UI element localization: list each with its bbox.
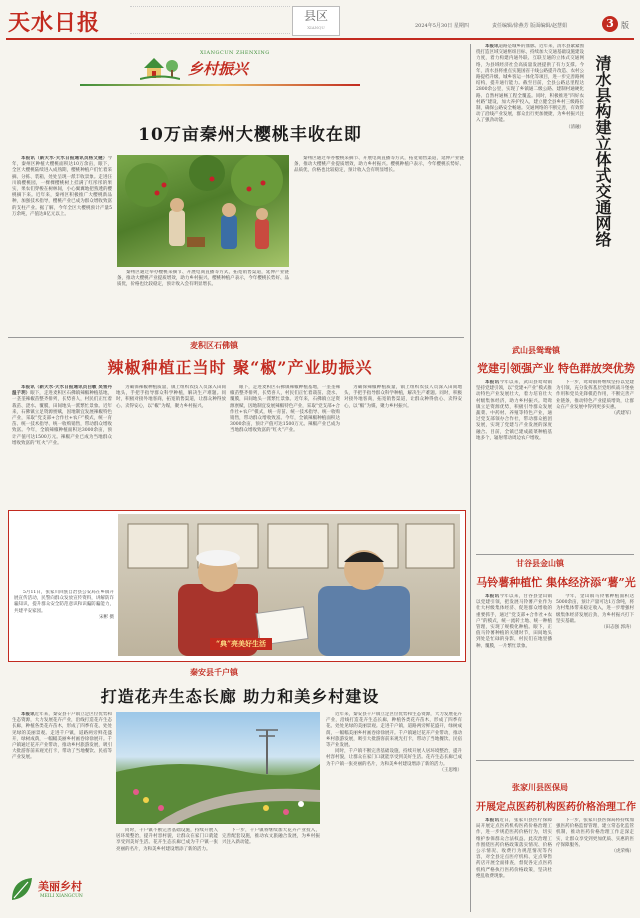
article2-body-col3-text: 眼下，走进麦积区石佛镇辣椒种植基地，一垄垄辣椒苗整齐排列，长势喜人，村民们正忙着栽苗、浇水、覆膜，田间地头一派繁忙景象。近年来，石佛镇立足资源禀赋，因地制宜发展辣椒特色产业，采取“党支部+合作社+农户”模式，统一育苗、统一技术指导、统一收购销售，带动群众增收致富。今年，全镇辣椒种植面积达3000余亩，预计产值可达1500万元。辣椒产业已成为当地群众增收致富的“红火”产业。 (230, 385, 340, 434)
article6-footer: （虎荣梅） (611, 849, 634, 855)
article4-town-label: 甘谷县金山镇 (516, 558, 564, 568)
article1-body-col2 (117, 270, 289, 330)
article5-body-col2 (116, 828, 218, 868)
article6-rule (476, 760, 634, 761)
photo-caption-text: 5月11日，张家川回族自治县公安局在乡镇开展宣传活动，民警向群众发放宣传资料，讲解防诈骗知识，提升群众安全防范意识和识骗防骗能力，共建平安家园。 (14, 590, 114, 614)
section-box (292, 6, 340, 36)
article1-headline: 10万亩秦州大樱桃丰收在即 (138, 125, 362, 145)
article3-body-col1 (476, 380, 552, 540)
article5-body-col4 (326, 712, 462, 912)
masthead-rule (6, 38, 634, 40)
article1-body-col3-text: 秦州区通过举办樱桃采摘节、开展电商直播等方式，拓宽销售渠道，延伸产业链条，推动大樱桃产业提质增效，助力乡村振兴。樱桃种植户表示，今年樱桃长势好、品质优，价格也比较稳定，预计收入会有明显增长。 (294, 156, 464, 174)
article3-headline: 党建引领强产业 特色群放突优势 (477, 362, 635, 375)
sidebar-footer: （清融） (566, 124, 584, 130)
cherry-orchard-photo (117, 155, 289, 267)
article1-body-col1 (12, 156, 112, 286)
photo-tag-text: “典”亮美好生活 (216, 639, 267, 648)
article5-footer: （王思维） (439, 767, 462, 773)
masthead (0, 0, 640, 40)
page-suffix: 版 (621, 21, 629, 30)
article3-town-label: 武山县鸳鸯镇 (512, 345, 560, 355)
article5-body-col4-text: 近年来，秦安县千户镇立足区位优势和生态资源，大力发展花卉产业，沿线打造花卉生态长廊，种植各类花卉苗木，形成了四季有花、处处见绿的美丽景观。走进千户镇，道路两旁鲜花盛开，绿树成荫，一幅幅美丽乡村画卷徐徐展开。千户镇通过花卉产业带动，推动乡村旅游发展，吸引大批游客前来观光打卡，带动了当地餐饮、民宿等产业发展。 (326, 712, 462, 749)
date-line: 2024年5月30日 星期四 (415, 23, 469, 29)
photo-caption (14, 590, 114, 652)
article3-body-col2 (556, 380, 634, 540)
article2-body-col2 (116, 385, 226, 507)
article5-headline: 打造花卉生态长廊 助力和美乡村建设 (100, 687, 380, 706)
article2-body-col1 (12, 385, 112, 507)
article4-body-col1 (476, 594, 552, 744)
article5-body2: 同时，千户镇不断完善基础设施，持续开展人居环境整治，提升村容村貌，让群众在家门口就能享受到美好生活。花卉生态长廊已成为千户镇一张亮丽的名片，为和美乡村建设增添了新的活力。 (116, 828, 218, 852)
sidebar-body (476, 44, 584, 334)
article1-body-col3 (294, 156, 464, 326)
article5-body3: 下一步，千户镇将继续加大花卉产业投入，完善配套设施，推动农文旅融合发展，为乡村振兴注入新动能。 (222, 828, 320, 846)
article4-body-col2 (556, 594, 634, 744)
article1-body2: 秦州区通过举办樱桃采摘节、开展电商直播等方式，拓宽销售渠道，延伸产业链条，推动大樱桃产业提质增效，助力乡村振兴。樱桃种植户表示，今年樱桃长势好、品质优，价格也比较稳定，预计收入会有明显增长。 (117, 270, 289, 288)
article5-body-col4-text2: 同时，千户镇不断完善基础设施，持续开展人居环境整治，提升村容村貌，让群众在家门口就能享受到美好生活。花卉生态长廊已成为千户镇一张亮丽的名片，为和美乡村建设增添了新的活力。 (326, 749, 462, 767)
article1-byline: 本报讯（新天水·天水日报通讯员杨文健） (21, 156, 108, 161)
article2-body-col4 (344, 385, 462, 507)
banner-title: 乡村振兴 (188, 60, 249, 78)
newspaper-logo: 天水日报 (8, 10, 101, 36)
police-outreach-photo (118, 514, 460, 656)
banner-pinyin: XIANGCUN ZHENXING (200, 50, 270, 56)
sidebar-headline (590, 55, 612, 247)
article4-headline: 马铃薯种植忙 集体经济添“薯”光 (476, 576, 636, 589)
footer-logo (8, 872, 118, 912)
sidebar-byline: 本报讯 (485, 44, 499, 49)
photo-tag (210, 638, 272, 650)
article4-byline: 本报讯 (485, 594, 500, 599)
article6-body-col1 (476, 818, 552, 912)
footer-logo-pinyin: MEILI XIANGCUN (40, 894, 83, 899)
article3-footer: （武建军） (611, 411, 634, 417)
article5-body-col3 (222, 828, 320, 868)
leaf-icon (8, 874, 36, 904)
right-column-divider (470, 340, 471, 912)
article1-body: 今年，秦州区种植大樱桃面积达10万余亩，眼下，全区大樱桃陆续进入成熟期，樱桃种植户们忙着采摘、分拣、装箱，处处呈现一派丰收景象。走进汪川镇樱桃园，一棵棵樱桃树上挂满了红彤彤的果实，果农们穿梭在树林间，小心翼翼地把熟透的樱桃摘下来。近年来，秦州区积极推广大樱桃新品种，加强技术指导，樱桃产业已成为群众增收致富的支柱产业。据了解，今年全区大樱桃预计产量5万余吨，产值达8亿元以上。 (12, 156, 112, 217)
sidebar-headline-text: 清水县构建立体式交通网络 (593, 55, 612, 247)
article4-footer: （田志强 郭涛） (601, 625, 634, 631)
article2-body-col4-text: 为确保辣椒种植质量，镇上组织农技人员深入田间地头，手把手指导群众科学种植，解决生产难题。同时，积极对接外地客商，拓宽销售渠道，让群众种得放心、卖得安心，以“椒”为媒，聚力乡村振兴。 (344, 385, 462, 409)
article2-body-col3 (230, 385, 340, 507)
masthead-ornament (130, 6, 290, 34)
article4-rule (476, 554, 634, 555)
article6-town-label: 张家川县医保局 (512, 782, 568, 792)
article6-body-col2 (556, 818, 634, 912)
article6-body2: 下一步，张家川县医保局将持续加强医药价格监督管理，建立常态化监管机制，推动医药价格治理工作走深走实，让群众享受到更加优质、实惠的医疗保障服务。 (556, 818, 634, 848)
editor-line: 责任编辑/徐燕芳 版面编辑/赵慧娟 (492, 23, 567, 29)
page-number-badge (602, 16, 618, 32)
article2-body: 眼下，走进麦积区石佛镇辣椒种植基地，一垄垄辣椒苗整齐排列，长势喜人，村民们正忙着栽苗、浇水、覆膜，田间地头一派繁忙景象。近年来，石佛镇立足资源禀赋，因地制宜发展辣椒特色产业，采取“党支部+合作社+农户”模式，统一育苗、统一技术指导、统一收购销售，带动群众增收致富。今年，全镇辣椒种植面积达3000余亩，预计产值可达1500万元。辣椒产业已成为当地群众增收致富的“红火”产业。 (12, 391, 112, 446)
article5-body: 近年来，秦安县千户镇立足区位优势和生态资源，大力发展花卉产业，沿线打造花卉生态长廊，种植各类花卉苗木，形成了四季有花、处处见绿的美丽景观。走进千户镇，道路两旁鲜花盛开，绿树成荫，一幅幅美丽乡村画卷徐徐展开。千户镇通过花卉产业带动，推动乡村旅游发展，吸引大批游客前来观光打卡，带动了当地餐饮、民宿等产业发展。 (12, 712, 112, 761)
article4-body: 今年以来，甘谷县金山镇以党建引领，把发展马铃薯产业作为壮大村级集体经济、促进群众增收的重要抓手，通过“党支部+合作社+农户”的模式，统一流转土地、统一种植管理，实现了规模化种植。眼下，正值马铃薯种植的关键时节，田间地头到处是忙碌的身影，村民们在地里播种、覆膜，一片繁忙景象。 (476, 594, 552, 649)
article2-town-label: 麦积区石佛镇 (190, 340, 238, 350)
article3-body2: 下一步，鸳鸯镇将继续坚持以党建为引领，充分发挥基层党组织战斗堡垒作用和党员先锋模范作用，不断完善产业链条，推动特色产业提质增效，让群众在产业发展中得到更多实惠。 (556, 380, 634, 410)
article2-body2: 为确保辣椒种植质量，镇上组织农技人员深入田间地头，手把手指导群众科学种植，解决生产难题。同时，积极对接外地客商，拓宽销售渠道，让群众种得放心、卖得安心，以“椒”为媒，聚力乡村振兴。 (116, 385, 226, 409)
flower-corridor-photo (116, 712, 320, 824)
banner-ribbon (80, 84, 360, 86)
article5-body-col1 (12, 712, 112, 862)
article4-body2: 今年，金山镇马铃薯种植面积达5000余亩，预计产量可达1万余吨，将为村集体带来稳定收入，进一步增强村级集体经济发展后劲，为乡村振兴打下坚实基础。 (556, 594, 634, 624)
rural-revitalization-banner (140, 48, 290, 84)
column-divider (470, 44, 471, 344)
article3-body: 今年以来，武山县鸳鸯镇坚持党建引领，以“党建+产业”模式推动特色产业发展壮大，着力培育壮大村级集体经济，助力乡村振兴。鸳鸯镇立足资源优势，积极引导群众发展蔬菜、中药材、养殖等特色产业，通过党支部领办合作社，带动群众抱团发展，实现了党建与产业发展的深度融合。目前，全镇已建成蔬菜种植基地多个，辐射带动周边农户增收。 (476, 380, 552, 441)
section-sub: XIANQU (307, 25, 325, 30)
article6-headline: 开展定点医药机构医药价格治理工作 (476, 802, 636, 813)
article6-byline: 本报讯 (485, 818, 500, 823)
village-illustration-icon (140, 52, 180, 82)
article2-byline: 本报讯（新天水·天水日报通讯员白敏 吴雪丹 温子玥） (12, 385, 112, 397)
page-number: 3 (606, 17, 614, 30)
photo-credit: 宋彬 摄 (99, 614, 114, 620)
article6-body: 近日，张家川县医疗保障局开展定点医药机构医药价格治理工作，进一步规范医药价格行为，切实维护参保群众合法权益。此次治理工作围绕医药价格政策落实情况、价格公示情况、收费行为规范情况等内容，对全县定点医疗机构、定点零售药店开展全面排查，督促各定点医药机构严格执行医药价格政策，坚决杜绝乱收费现象。 (476, 818, 552, 879)
article3-byline: 本报讯 (485, 380, 500, 385)
article2-headline: 辣椒种植正当时 聚“椒”产业助振兴 (107, 358, 373, 377)
sidebar-body-text: 道路是城乡的血脉。近年来，清水县紧紧围绕打造区域交通枢纽目标，持续加大交通基础设施建设力度，着力构建内通外联、互联互通的立体式交通网络，为县域经济社会高质量发展提供了有力支撑。今年，清水县将重点实施国省干线公路提升改造、农村公路提档升级、城乡客运一体化等项目，进一步完善路网结构，提升通行能力。截至目前，全县公路总里程达2800余公里，实现了乡镇通二级公路、建制村通硬化路、自然村通畅工程全覆盖。同时，积极推进“四好农村路”建设，加大养护投入，建立健全县乡村三级路长制，确保公路安全畅通。交通网络的不断完善，有效带动了沿线产业发展，群众出行更加便捷，为乡村振兴注入了强劲动能。 (476, 44, 584, 124)
article5-town-label: 秦安县千户镇 (190, 667, 238, 677)
footer-logo-title: 美丽乡村 (38, 880, 82, 893)
article2-rule (8, 337, 464, 338)
article5-byline: 本报讯 (21, 712, 35, 717)
section-title: 县区 (303, 9, 328, 23)
